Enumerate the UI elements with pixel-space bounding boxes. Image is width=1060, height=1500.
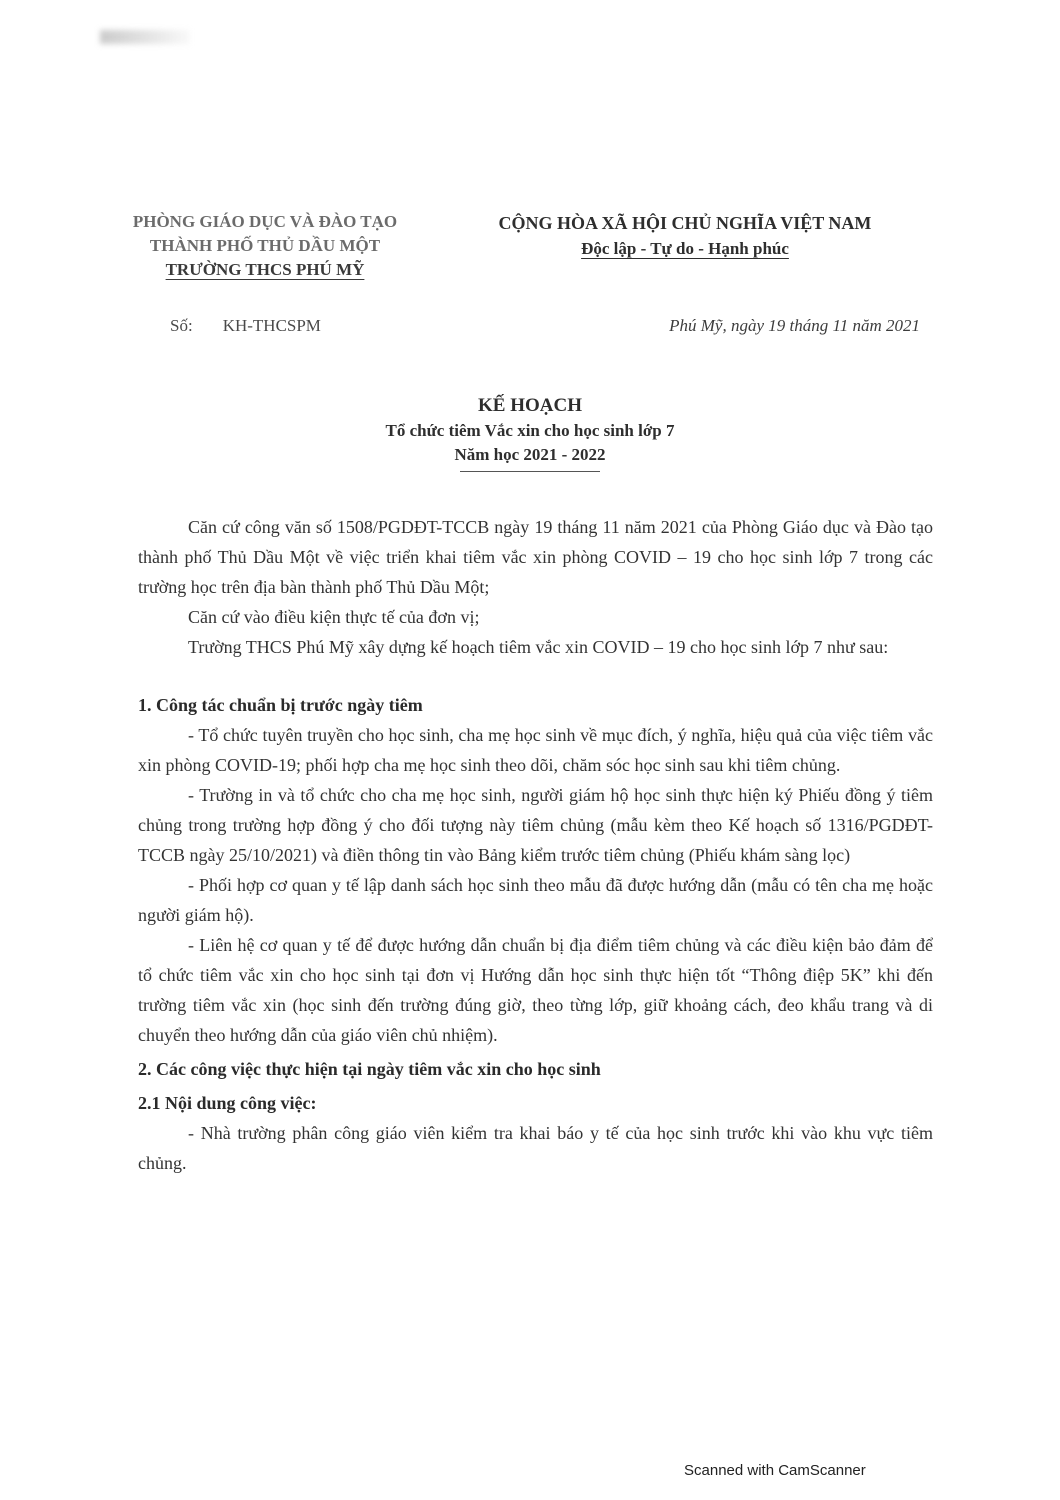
national-motto: Độc lập - Tự do - Hạnh phúc [581, 239, 789, 258]
document-title [230, 393, 830, 472]
title-year: Năm học 2021 - 2022 [454, 445, 606, 464]
intro-paragraph: Căn cứ công văn số 1508/PGDĐT-TCCB ngày 19 tháng 11 năm 2021 của Phòng Giáo dục và Đào tạo thành phố Thủ Dầu Một về việc triển khai tiêm vắc xin phòng COVID – 19 cho học sinh lớp 7 trong các trường học trên địa bàn thành phố Thủ Dầu Một; [138, 517, 933, 597]
intro-paragraph: Căn cứ vào điều kiện thực tế của đơn vị; [188, 607, 480, 627]
intro-paragraph: Trường THCS Phú Mỹ xây dựng kế hoạch tiêm vắc xin COVID – 19 cho học sinh lớp 7 như sau: [188, 637, 889, 657]
city-name: THÀNH PHỐ THỦ DẦU MỘT [149, 236, 381, 255]
section-heading: 2. Các công việc thực hiện tại ngày tiêm vắc xin cho học sinh [138, 1059, 601, 1079]
title-subtitle: Tổ chức tiêm Vắc xin cho học sinh lớp 7 [385, 421, 675, 440]
scanner-watermark: Scanned with CamScanner [684, 1462, 866, 1479]
national-header [455, 210, 915, 262]
section-item: - Tổ chức tuyên truyền cho học sinh, cha mẹ học sinh về mục đích, ý nghĩa, hiệu quả của việc tiêm vắc xin phòng COVID-19; phối hợp cha mẹ học sinh theo dõi, chăm sóc học sinh sau khi tiêm chủng. [138, 725, 933, 775]
document-number-label: Số: [170, 316, 193, 335]
subsection-heading: 2.1 Nội dung công việc: [138, 1093, 317, 1113]
document-body [138, 512, 933, 1178]
date-line: Phú Mỹ, ngày 19 tháng 11 năm 2021 [669, 316, 920, 335]
issuing-authority-header [100, 210, 430, 282]
section-heading: 1. Công tác chuẩn bị trước ngày tiêm [138, 695, 423, 715]
republic-title: CỘNG HÒA XÃ HỘI CHỦ NGHĨA VIỆT NAM [498, 213, 872, 233]
title-main: KẾ HOẠCH [478, 395, 582, 416]
section-item: - Nhà trường phân công giáo viên kiểm tra khai báo y tế của học sinh trước khi vào khu vực tiêm chủng. [138, 1123, 933, 1173]
section-item: - Phối hợp cơ quan y tế lập danh sách học sinh theo mẫu đã được hướng dẫn (mẫu có tên cha mẹ hoặc người giám hộ). [138, 875, 933, 925]
school-name: TRƯỜNG THCS PHÚ MỸ [165, 260, 365, 279]
section-item: - Liên hệ cơ quan y tế để được hướng dẫn chuẩn bị địa điểm tiêm chủng và các điều kiện bảo đảm để tổ chức tiêm vắc xin cho học sinh tại đơn vị Hướng dẫn học sinh thực hiện tốt “Thông điệp 5K” khi đến trường tiêm vắc xin (học sinh đến trường đúng giờ, theo từng lớp, giữ khoảng cách, đeo khẩu trang và di chuyển theo hướng dẫn của giáo viên chủ nhiệm). [138, 935, 933, 1045]
scan-smudge [100, 30, 190, 44]
document-number-code: KH-THCSPM [222, 316, 321, 335]
title-divider [460, 471, 600, 472]
section-item: - Trường in và tổ chức cho cha mẹ học sinh, người giám hộ học sinh thực hiện ký Phiếu đồng ý tiêm chủng trong trường hợp đồng ý cho đối tượng này tiêm chủng (mẫu kèm theo Kế hoạch số 1316/PGDĐT-TCCB ngày 25/10/2021) và điền thông tin vào Bảng kiểm trước tiêm chủng (Phiếu khám sàng lọc) [138, 785, 933, 865]
department-name: PHÒNG GIÁO DỤC VÀ ĐÀO TẠO [132, 212, 398, 231]
document-number [170, 316, 321, 336]
